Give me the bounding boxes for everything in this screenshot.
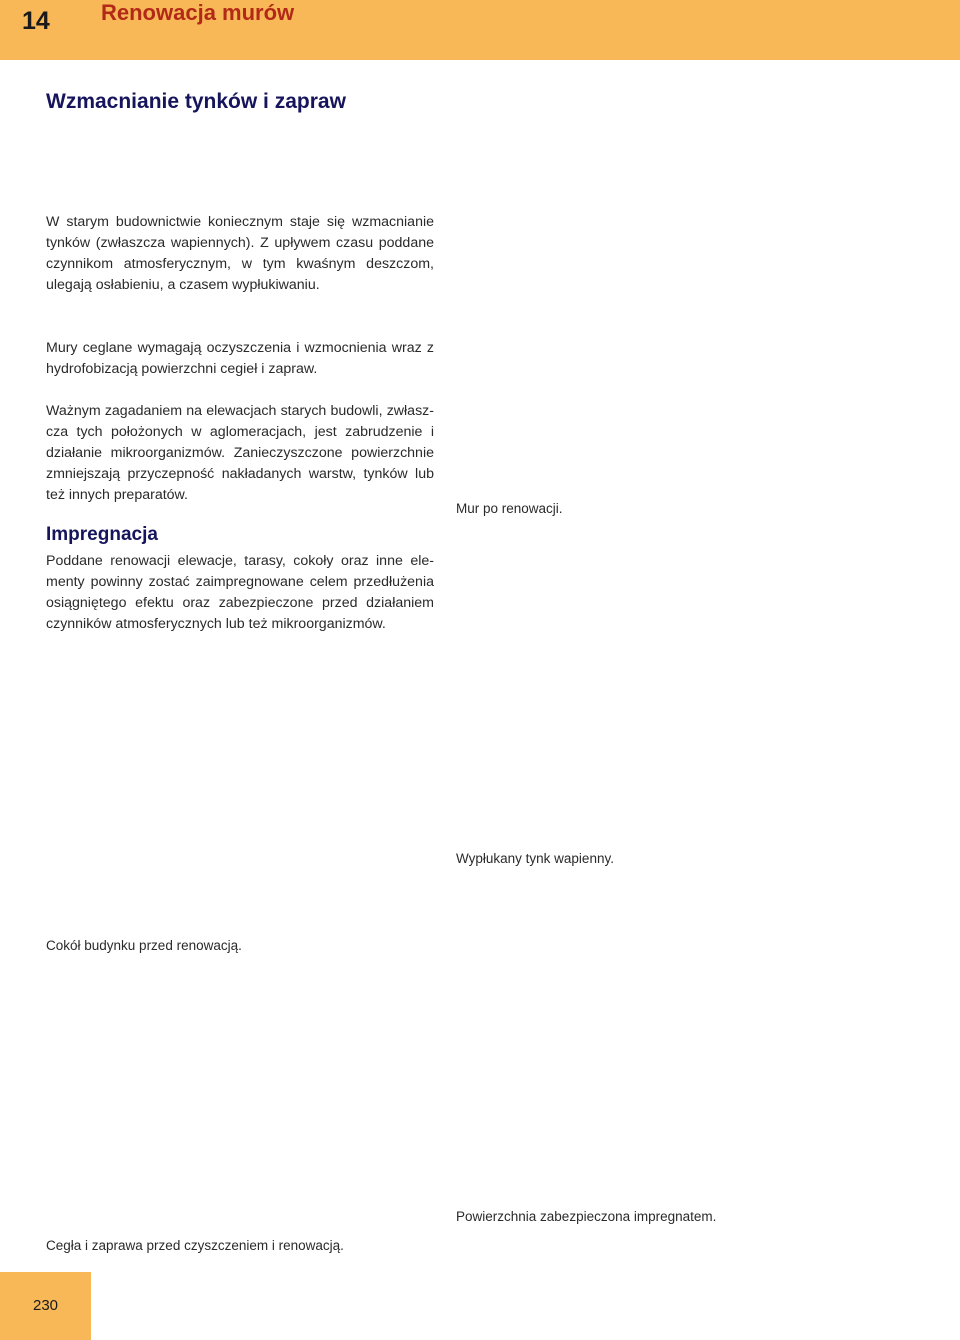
paragraph-plaster-strengthening: W starym budownictwie koniecznym staje się wzmacnianie tynków (zwłaszcza wapiennych). Z upływem czasu poddane czynnikom atmosferycznym, w tym kwaśnym deszczom, ulegają osłabieniu, a czasem wypłukiwaniu. — [46, 214, 434, 293]
chapter-number: 14 — [22, 7, 50, 35]
caption-wall-after-renovation: Mur po renowacji. — [456, 501, 563, 516]
section-title: Wzmacnianie tynków i zapraw — [46, 90, 346, 113]
paragraph-brick-walls: Mury ceglane wymagają oczyszczenia i wzmocnienia wraz z hydrofobizacją powierzchni cegieł i zapraw. — [46, 340, 434, 377]
caption-impregnated-surface: Powierzchnia zabezpieczona impregnatem. — [456, 1209, 717, 1224]
subsection-title: Impregnacja — [46, 524, 158, 545]
paragraph-contamination: Ważnym zagadaniem na elewacjach starych budowli, zwłaszcza tych położonych w aglomeracjach, jest zabrudzenie i działanie mikroorganizmów. Zanieczyszczone powierzchnie zmniejszają przyczepność nakładanych warstw, tynków lub też innych preparatów. — [46, 403, 434, 503]
caption-plinth-before: Cokół budynku przed renowacją. — [46, 938, 242, 953]
header-bar — [0, 0, 960, 60]
caption-brick-before: Cegła i zaprawa przed czyszczeniem i renowacją. — [46, 1238, 344, 1253]
chapter-title: Renowacja murów — [101, 0, 295, 25]
page-number: 230 — [32, 1297, 59, 1314]
caption-washed-plaster: Wypłukany tynk wapienny. — [456, 851, 614, 866]
paragraph-impregnation: Poddane renowacji elewacje, tarasy, cokoły oraz inne elementy powinny zostać zaimpregnowane celem przedłużenia osiągniętego efektu oraz zabezpieczone przed działaniem czynników atmosferycznych lub też mikroorganizmów. — [46, 553, 434, 632]
